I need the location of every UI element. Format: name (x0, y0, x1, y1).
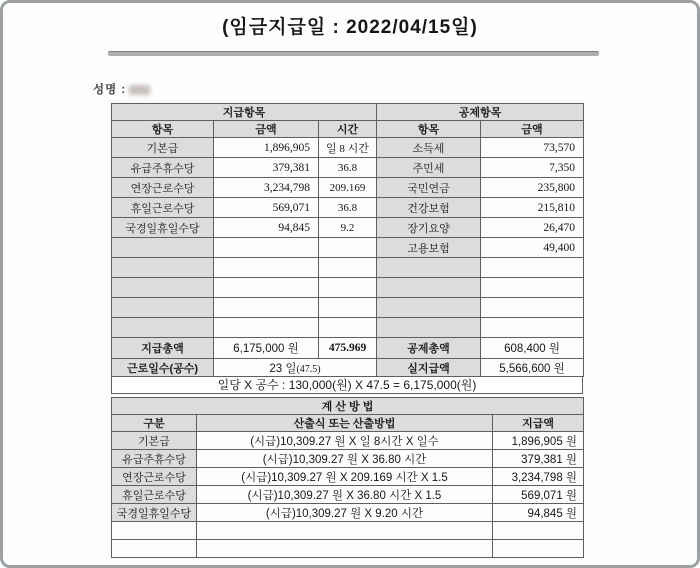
cell-deduct-item (377, 278, 481, 298)
cell-calc-formula: (시급)10,309.27 원 X 일 8시간 X 일수 (197, 432, 493, 450)
cell-pay-hours (319, 318, 377, 338)
cell-deduct-item: 국민연금 (377, 178, 481, 198)
cell-deduct-item (377, 258, 481, 278)
cell-pay-hours (319, 258, 377, 278)
cell-calc-amount: 94,845 원 (493, 504, 584, 522)
cell-deduct-amount (481, 298, 584, 318)
table-row (112, 504, 584, 522)
cell-pay-amount (214, 318, 319, 338)
deduct-total-value: 608,400 원 (481, 338, 584, 359)
cell-pay-item: 연장근로수당 (112, 178, 214, 198)
cell-pay-amount (214, 238, 319, 258)
cell-deduct-amount (481, 318, 584, 338)
table-row (112, 522, 584, 540)
pay-total-value: 6,175,000 원 (214, 338, 319, 359)
table-row (112, 318, 584, 338)
table-row (112, 398, 584, 415)
table-row (112, 359, 584, 377)
pay-total-label: 지급총액 (112, 338, 214, 359)
table-row (112, 415, 584, 432)
cell-pay-item (112, 238, 214, 258)
cell-deduct-amount: 235,800 (481, 178, 584, 198)
col-header-item: 항목 (377, 121, 481, 138)
cell-pay-hours: 9.2 (319, 218, 377, 238)
cell-calc-category (112, 540, 197, 558)
cell-pay-item (112, 298, 214, 318)
cell-deduct-amount: 215,810 (481, 198, 584, 218)
cell-calc-category: 연장근로수당 (112, 468, 197, 486)
cell-calc-category: 국경일휴일수당 (112, 504, 197, 522)
cell-calc-formula (197, 522, 493, 540)
cell-calc-formula: (시급)10,309.27 원 X 209.169 시간 X 1.5 (197, 468, 493, 486)
page-title: (임금지급일 : 2022/04/15일) (222, 17, 478, 38)
cell-pay-item (112, 318, 214, 338)
table-row (112, 540, 584, 558)
cell-deduct-amount (481, 278, 584, 298)
cell-calc-amount: 3,234,798 원 (493, 468, 584, 486)
cell-pay-amount (214, 278, 319, 298)
table-row (112, 486, 584, 504)
table-row (112, 238, 584, 258)
cell-deduct-item: 소득세 (377, 138, 481, 158)
col-header-hours: 시간 (319, 121, 377, 138)
cell-calc-amount: 379,381 원 (493, 450, 584, 468)
table-row (112, 198, 584, 218)
table-row (112, 121, 584, 138)
work-days-label: 근로일수(공수) (112, 359, 214, 377)
horizontal-divider (108, 51, 599, 56)
pay-section-header: 지급항목 (112, 104, 377, 121)
name-row (93, 81, 150, 97)
cell-pay-item: 기본급 (112, 138, 214, 158)
table-row (112, 468, 584, 486)
cell-deduct-amount (481, 258, 584, 278)
col-header-category: 구분 (112, 415, 197, 432)
table-row (112, 450, 584, 468)
deduct-total-label: 공제총액 (377, 338, 481, 359)
main-table (111, 103, 584, 377)
work-days-number: 23 일 (269, 362, 297, 375)
cell-pay-item (112, 278, 214, 298)
cell-calc-category (112, 522, 197, 540)
cell-calc-amount: 1,896,905 원 (493, 432, 584, 450)
col-header-amount: 금액 (481, 121, 584, 138)
col-header-calc-amount: 지급액 (493, 415, 584, 432)
col-header-item: 항목 (112, 121, 214, 138)
cell-pay-hours (319, 238, 377, 258)
cell-deduct-item (377, 298, 481, 318)
cell-deduct-item: 주민세 (377, 158, 481, 178)
cell-calc-formula: (시급)10,309.27 원 X 9.20 시간 (197, 504, 493, 522)
cell-deduct-amount: 7,350 (481, 158, 584, 178)
cell-pay-item: 국경일휴일수당 (112, 218, 214, 238)
table-row (112, 432, 584, 450)
cell-pay-item: 유급주휴수당 (112, 158, 214, 178)
cell-pay-item (112, 258, 214, 278)
cell-calc-formula (197, 540, 493, 558)
cell-deduct-item: 장기요양 (377, 218, 481, 238)
calc-table (111, 397, 584, 558)
cell-calc-amount (493, 540, 584, 558)
cell-pay-amount: 94,845 (214, 218, 319, 238)
cell-pay-hours: 일 8 시간 (319, 138, 377, 158)
cell-pay-amount: 379,381 (214, 158, 319, 178)
cell-pay-item: 휴일근로수당 (112, 198, 214, 218)
cell-calc-category: 기본급 (112, 432, 197, 450)
cell-pay-hours: 36.8 (319, 198, 377, 218)
work-days-paren: (47.5) (296, 363, 321, 375)
daily-formula-bar: 일당 X 공수 : 130,000(원) X 47.5 = 6,175,000(원) (111, 376, 583, 394)
cell-pay-hours (319, 278, 377, 298)
work-days-value (214, 359, 377, 377)
cell-deduct-item (377, 318, 481, 338)
cell-deduct-amount: 26,470 (481, 218, 584, 238)
cell-calc-formula: (시급)10,309.27 원 X 36.80 시간 (197, 450, 493, 468)
table-row (112, 278, 584, 298)
table-row (112, 104, 584, 121)
cell-calc-category: 유급주휴수당 (112, 450, 197, 468)
cell-deduct-item: 고용보험 (377, 238, 481, 258)
cell-calc-formula: (시급)10,309.27 원 X 36.80 시간 X 1.5 (197, 486, 493, 504)
table-row (112, 158, 584, 178)
calc-section-header: 계 산 방 법 (112, 398, 584, 415)
cell-calc-amount (493, 522, 584, 540)
cell-pay-amount: 1,896,905 (214, 138, 319, 158)
col-header-amount: 금액 (214, 121, 319, 138)
cell-pay-amount: 3,234,798 (214, 178, 319, 198)
cell-pay-hours (319, 298, 377, 318)
cell-calc-amount: 569,071 원 (493, 486, 584, 504)
cell-pay-amount (214, 258, 319, 278)
deduct-section-header: 공제항목 (377, 104, 584, 121)
cell-deduct-item: 건강보험 (377, 198, 481, 218)
cell-pay-amount (214, 298, 319, 318)
table-row (112, 338, 584, 359)
net-pay-value: 5,566,600 원 (481, 359, 584, 377)
table-row (112, 298, 584, 318)
redacted-name (129, 85, 150, 95)
col-header-formula: 산출식 또는 산출방법 (197, 415, 493, 432)
cell-deduct-amount: 49,400 (481, 238, 584, 258)
name-label: 성명 : (93, 84, 127, 96)
cell-pay-amount: 569,071 (214, 198, 319, 218)
table-row (112, 138, 584, 158)
cell-deduct-amount: 73,570 (481, 138, 584, 158)
cell-pay-hours: 209.169 (319, 178, 377, 198)
cell-calc-category: 휴일근로수당 (112, 486, 197, 504)
cell-pay-hours: 36.8 (319, 158, 377, 178)
table-row (112, 218, 584, 238)
table-row (112, 178, 584, 198)
net-pay-label: 실지급액 (377, 359, 481, 377)
table-row (112, 258, 584, 278)
pay-total-hours: 475.969 (319, 338, 377, 359)
